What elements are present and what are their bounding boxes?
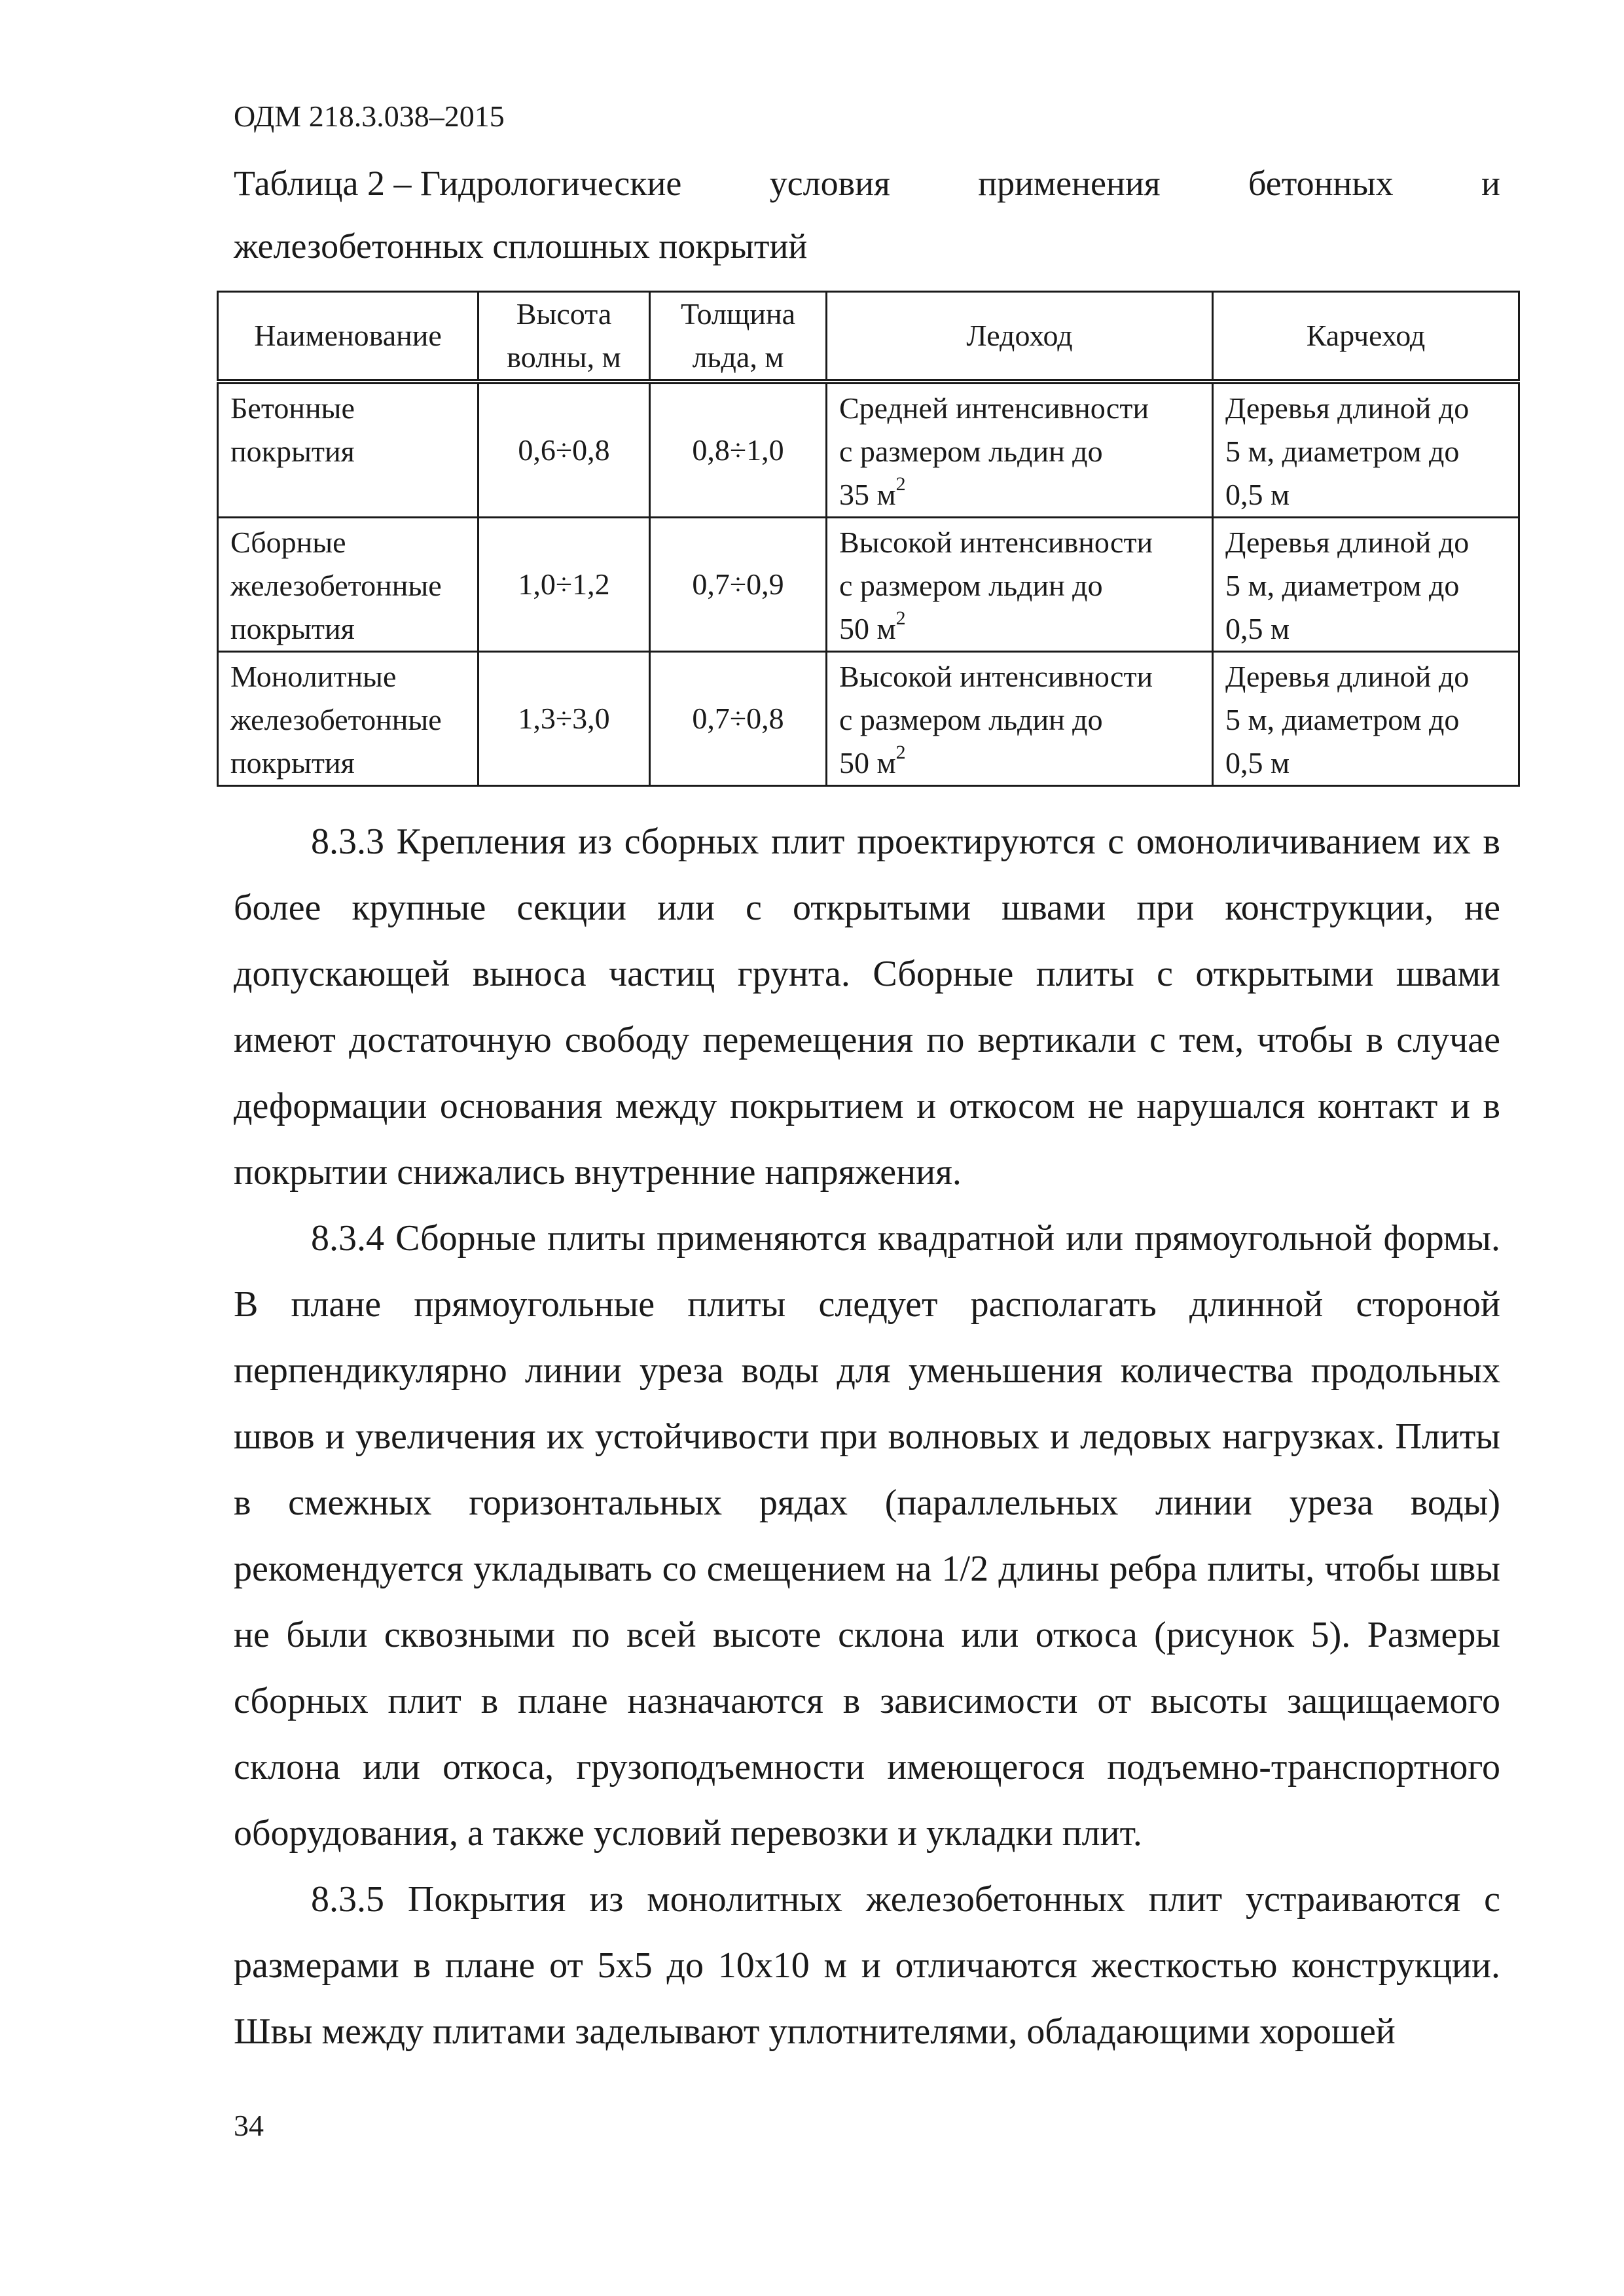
- hydrological-conditions-table: [217, 291, 1520, 787]
- header-ice-thickness: Толщина льда, м: [650, 292, 827, 382]
- header-wave-height: Высота волны, м: [478, 292, 650, 382]
- superscript: 2: [895, 741, 906, 763]
- table-caption-line-1: [234, 152, 1500, 215]
- superscript: 2: [895, 607, 906, 629]
- table-caption: [234, 152, 1500, 278]
- cell-ice: 0,7÷0,9: [650, 518, 827, 652]
- table-caption-line-2: железобетонных сплошных покрытий: [234, 226, 808, 266]
- cell-name: Бетонные покрытия: [218, 382, 478, 518]
- superscript: 2: [895, 473, 906, 495]
- cell-name: Монолитные железобетонные покрытия: [218, 652, 478, 786]
- header-icedrift: Ледоход: [827, 292, 1213, 382]
- document-code: ОДМ 218.3.038–2015: [234, 99, 505, 133]
- cell-driftwood: Деревья длиной до 5 м, диаметром до 0,5 м: [1213, 652, 1519, 786]
- table-header-row: [218, 292, 1519, 382]
- caption-word: бетонных: [1248, 164, 1394, 203]
- header-driftwood: Карчеход: [1213, 292, 1519, 382]
- cell-wave: 1,3÷3,0: [478, 652, 650, 786]
- paragraph-8-3-4: 8.3.4 Сборные плиты применяются квадратной или прямоугольной формы. В плане прямоугольные плиты следует располагать длинной стороной перпендикулярно линии уреза воды для уменьшения количества продольных швов и увеличения их устойчивости при волновых и ледовых нагрузках. Плиты в смежных горизонтальных рядах (параллельных линии уреза воды) рекомендуется укладывать со смещением на 1/2 длины ребра плиты, чтобы швы не были сквозными по всей высоте склона или откоса (рисунок 5). Размеры сборных плит в плане назначаются в зависимости от высоты защищаемого склона или откоса, грузоподъемности имеющегося подъемно-транспортного оборудования, а также условий перевозки и укладки плит.: [234, 1218, 1500, 1854]
- header-name: Наименование: [218, 292, 478, 382]
- body-text: [234, 809, 1500, 2065]
- caption-word: условия: [769, 164, 890, 203]
- page-number: 34: [234, 2109, 264, 2142]
- caption-word: применения: [978, 164, 1161, 203]
- caption-word: и: [1481, 164, 1500, 203]
- cell-wave: 1,0÷1,2: [478, 518, 650, 652]
- table-row: [218, 652, 1519, 786]
- cell-driftwood: Деревья длиной до 5 м, диаметром до 0,5 м: [1213, 518, 1519, 652]
- paragraph-8-3-5: 8.3.5 Покрытия из монолитных железобетонных плит устраиваются с размерами в плане от 5х5 до 10х10 м и отличаются жесткостью конструкции. Швы между плитами заделывают уплотнителями, обладающими хорошей: [234, 1879, 1500, 2052]
- paragraph-8-3-3: 8.3.3 Крепления из сборных плит проектируются с омоноличиванием их в более крупные секции или с открытыми швами при конструкции, не допускающей выноса частиц грунта. Сборные плиты с открытыми швами имеют достаточную свободу перемещения по вертикали с тем, чтобы в случае деформации основания между покрытием и откосом не нарушался контакт и в покрытии снижались внутренние напряжения.: [234, 821, 1500, 1193]
- cell-icedrift: Средней интенсивности с размером льдин до 35 $м^2$: [827, 382, 1213, 518]
- cell-driftwood: Деревья длиной до 5 м, диаметром до 0,5 м: [1213, 382, 1519, 518]
- table-row: [218, 382, 1519, 518]
- cell-ice: 0,8÷1,0: [650, 382, 827, 518]
- cell-name: Сборные железобетонные покрытия: [218, 518, 478, 652]
- table-row: [218, 518, 1519, 652]
- cell-wave: 0,6÷0,8: [478, 382, 650, 518]
- cell-icedrift: Высокой интенсивности с размером льдин до 50 $м^2$: [827, 518, 1213, 652]
- cell-ice: 0,7÷0,8: [650, 652, 827, 786]
- caption-word: Таблица 2 – Гидрологические: [234, 164, 682, 203]
- cell-icedrift: Высокой интенсивности с размером льдин до 50 $м^2$: [827, 652, 1213, 786]
